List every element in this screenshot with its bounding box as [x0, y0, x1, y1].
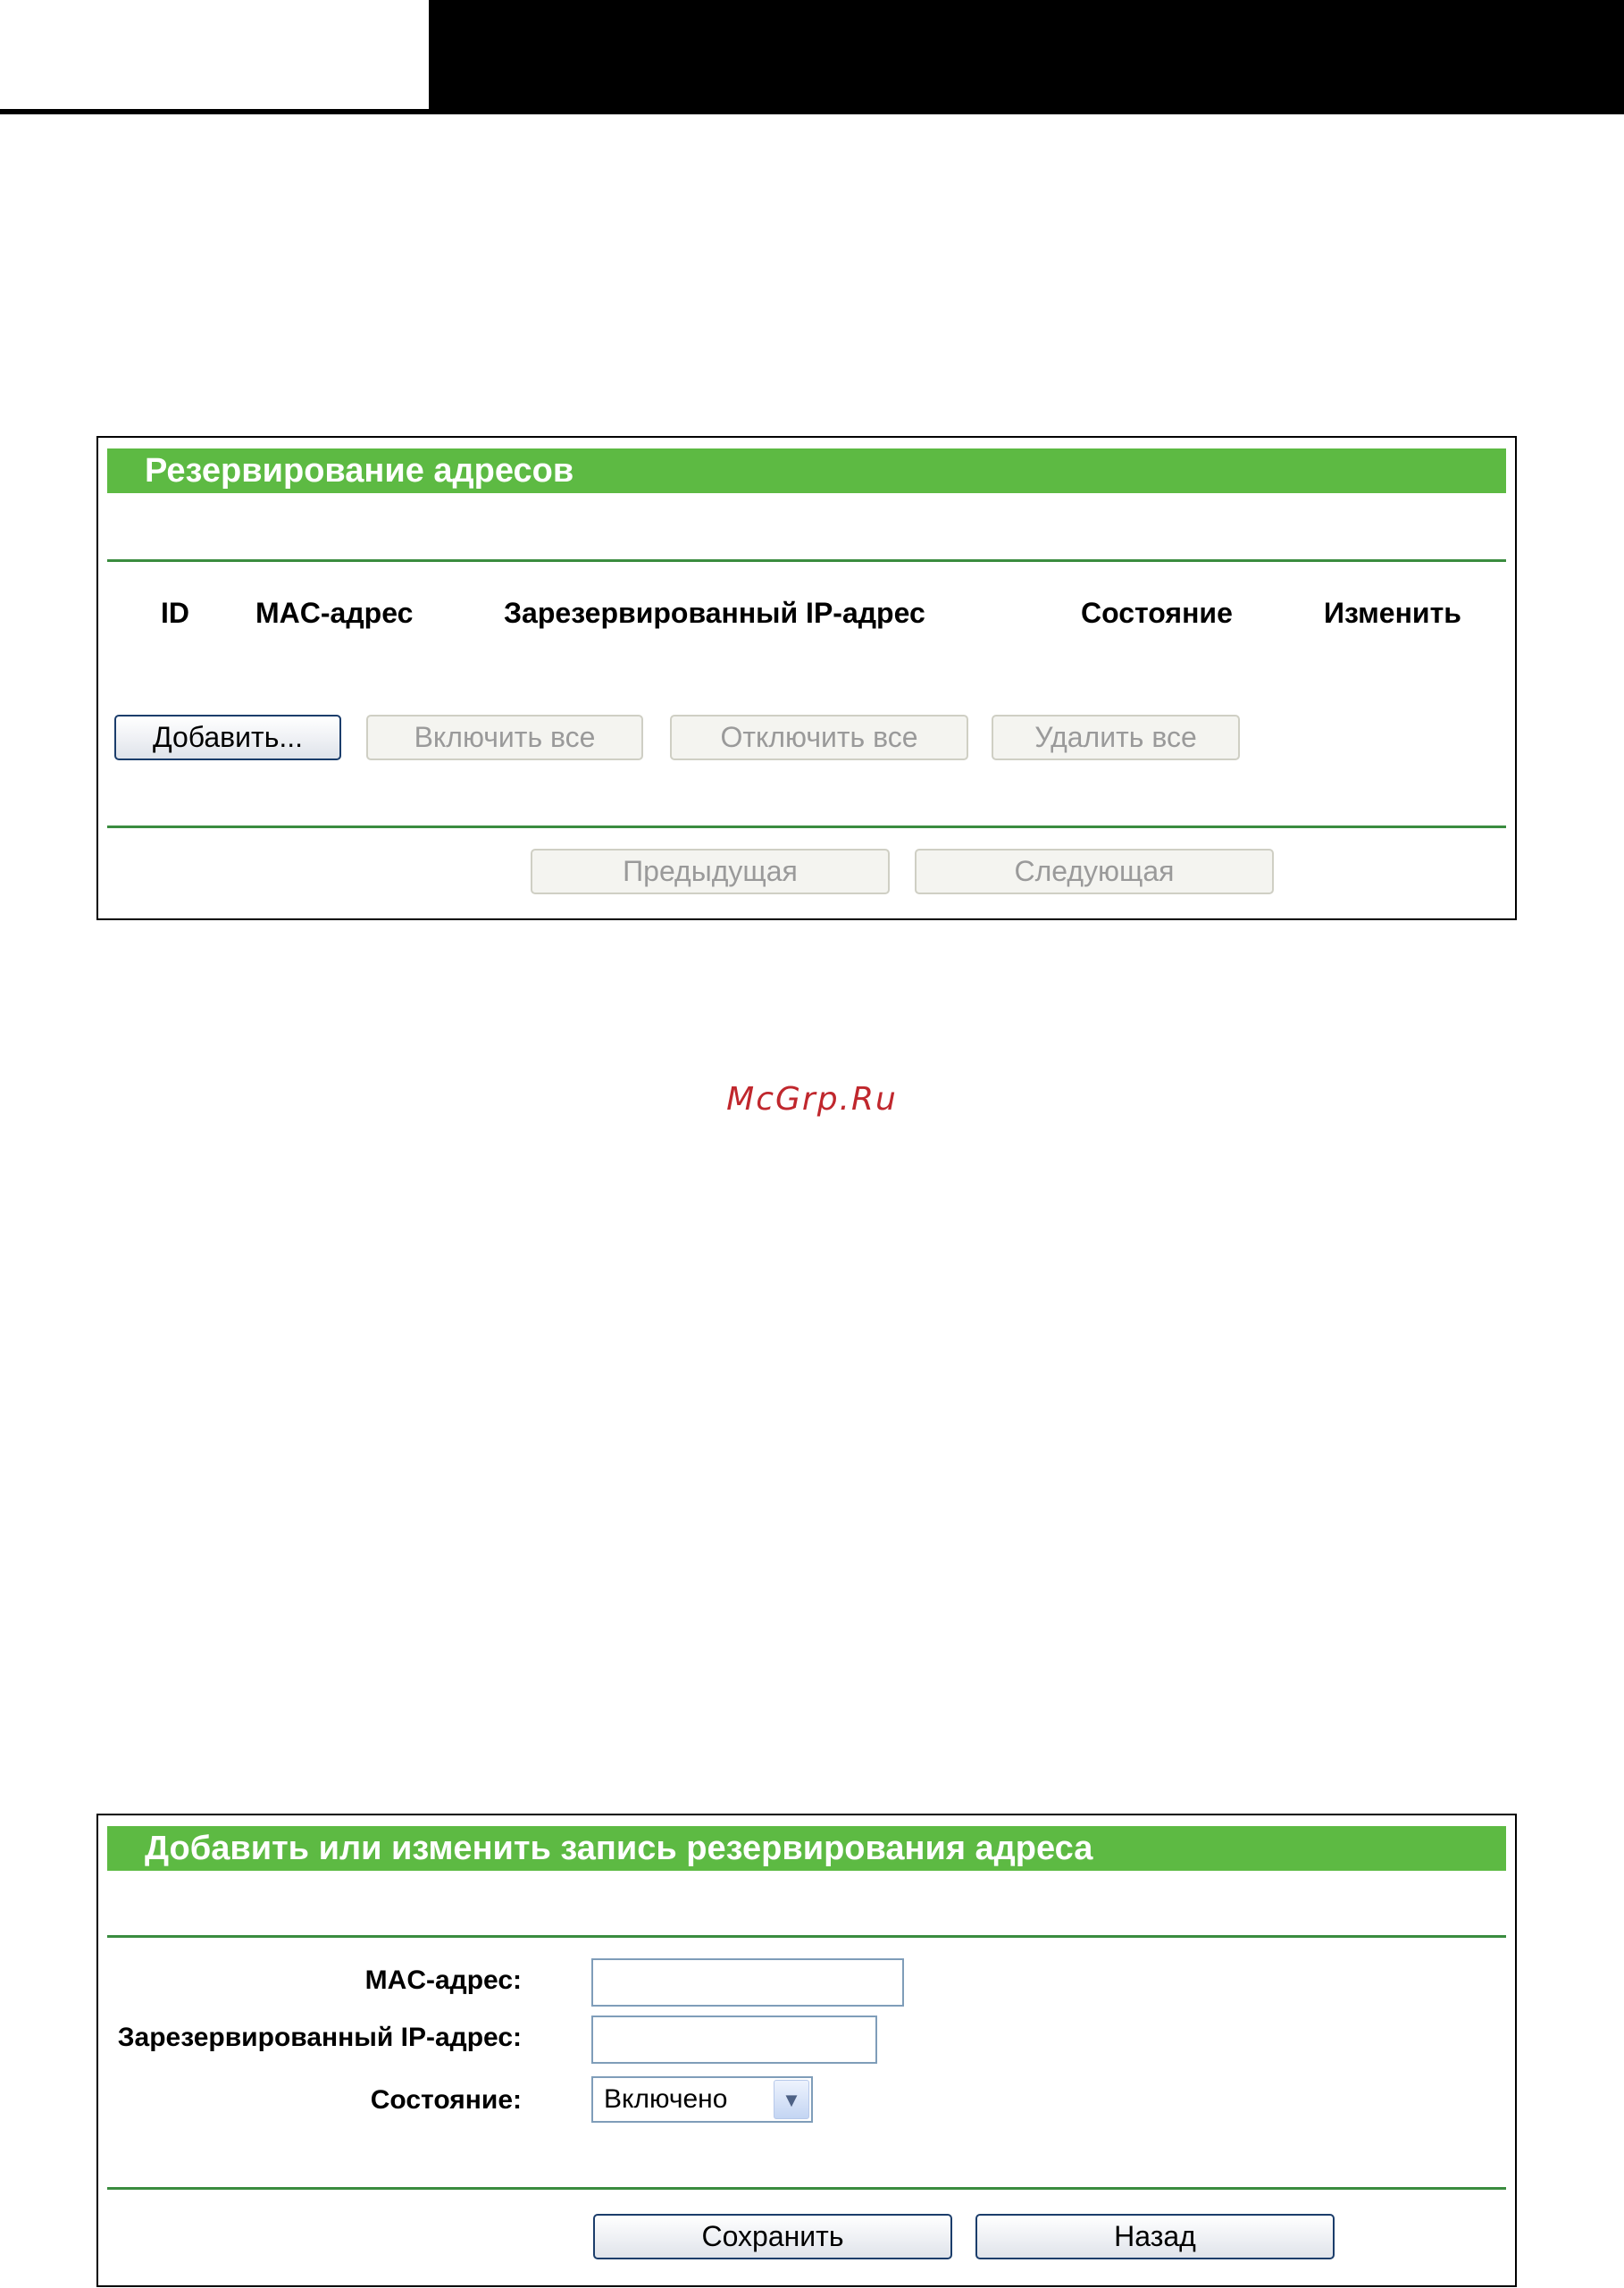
mac-address-input[interactable]: [591, 1958, 904, 2007]
divider: [107, 826, 1506, 828]
address-reservation-panel: [96, 436, 1517, 920]
column-header-mac: MAC-адрес: [255, 597, 414, 629]
column-header-reserved-ip: Зарезервированный IP-адрес: [504, 597, 925, 629]
column-header-modify: Изменить: [1324, 597, 1461, 629]
status-select[interactable]: [591, 2076, 813, 2123]
divider: [107, 1935, 1506, 1938]
divider: [107, 2187, 1506, 2190]
panel-title: Резервирование адресов: [107, 448, 1506, 493]
previous-button[interactable]: Предыдущая: [531, 849, 890, 894]
status-select-value: Включено: [604, 2084, 728, 2114]
save-button[interactable]: Сохранить: [593, 2214, 952, 2259]
column-header-status: Состояние: [1081, 597, 1233, 629]
back-button[interactable]: Назад: [975, 2214, 1335, 2259]
status-label: Состояние:: [370, 2085, 522, 2115]
divider: [107, 559, 1506, 562]
panel-title: Добавить или изменить запись резервирования адреса: [107, 1826, 1506, 1871]
enable-all-button[interactable]: Включить все: [366, 715, 643, 760]
delete-all-button[interactable]: Удалить все: [992, 715, 1240, 760]
disable-all-button[interactable]: Отключить все: [670, 715, 968, 760]
column-header-id: ID: [161, 597, 189, 629]
mac-address-label: MAC-адрес:: [364, 1965, 522, 1995]
next-button[interactable]: Следующая: [915, 849, 1274, 894]
add-button[interactable]: Добавить...: [114, 715, 341, 760]
reserved-ip-label: Зарезервированный IP-адрес:: [117, 2023, 522, 2052]
top-header-blank: [0, 0, 429, 109]
edit-reservation-panel: [96, 1814, 1517, 2287]
chevron-down-icon[interactable]: ▼: [774, 2080, 809, 2119]
reserved-ip-input[interactable]: [591, 2016, 877, 2064]
watermark-text: McGrp.Ru: [726, 1081, 898, 1118]
